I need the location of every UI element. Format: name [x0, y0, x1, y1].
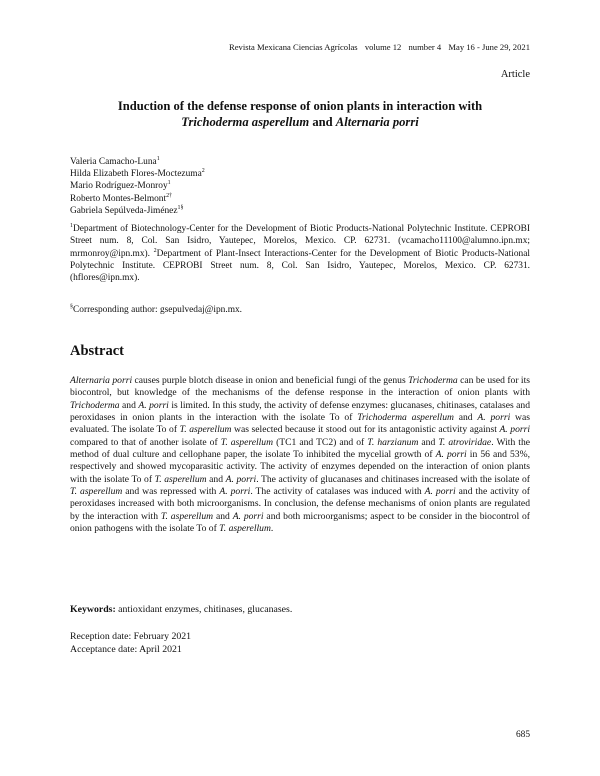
abstract-text: causes purple blotch disease in onion and beneficial fungi of the genus — [132, 375, 409, 386]
abstract-text: and the activity of peroxidases increased with both microorganisms. In conclusion, the defense mechanisms of onion plants are regulated by the interaction with — [70, 486, 530, 522]
abstract-text: and — [453, 412, 478, 424]
keywords — [70, 604, 292, 615]
abstract-text: . The activity of catalases was induced with — [250, 486, 425, 498]
affiliation-2: Department of Plant-Insect Interactions-Center for the Development of Biotic Products-National Polytechnic Institute. CEPROBI Street num. 8, Col. San Isidro, Yautepec, Morelos, Mexico. CP. 62731. (hflores@ipn.mx). — [70, 248, 530, 284]
abstract-text: and — [213, 510, 233, 522]
abstract-species-name: T. atroviridae — [438, 436, 492, 448]
abstract-text: and — [119, 399, 139, 411]
abstract-text: (TC1 and TC2) and of — [273, 436, 368, 448]
journal-number: number 4 — [408, 42, 442, 52]
abstract-species-name: T. asperellum — [220, 436, 274, 448]
abstract-species-name: Trichoderma — [70, 399, 120, 411]
article-type-label: Article — [500, 69, 530, 80]
abstract-text: compared to that of another isolate of — [70, 436, 221, 448]
article-title — [70, 98, 530, 130]
author: Hilda Elizabeth Flores-Moctezuma$^2$ — [70, 168, 205, 180]
abstract-text: was evaluated. The isolate To of — [70, 412, 530, 436]
abstract-heading: Abstract — [70, 343, 124, 359]
abstract-species-name: Trichoderma — [408, 375, 458, 386]
abstract-text: . — [270, 523, 274, 535]
author: Mario Rodríguez-Monroy$^1$ — [70, 180, 171, 192]
abstract-text: . With the method of dual culture and cellophane paper, the isolate To inhibited the mycelial growth of — [70, 436, 530, 461]
corresponding-author: §Corresponding author: gsepulvedaj@ipn.mx. — [70, 303, 243, 315]
author-list — [70, 156, 205, 217]
abstract-species-name: T. asperellum — [179, 424, 232, 436]
reception-date: Reception date: February 2021 — [70, 631, 192, 642]
title-species-2: Alternaria porri — [335, 115, 419, 129]
abstract-species-name: T. asperellum — [70, 486, 123, 498]
abstract-species-name: A. porri — [219, 486, 251, 498]
author: Roberto Montes-Belmont$^{2\dagger}$ — [70, 192, 173, 204]
abstract-body — [70, 375, 530, 535]
abstract-text: in 56 and 53%, respectively and showed mycoparasitic activity. The activity of enzymes depended on the interaction of onion plants with the isolate To of — [70, 449, 530, 485]
title-species-1: Trichoderma asperellum — [181, 115, 310, 129]
abstract-text: and — [206, 473, 226, 485]
title-line: Induction of the defense response of onion plants in interaction with — [117, 99, 483, 113]
abstract-text: and — [418, 436, 439, 448]
running-header — [224, 42, 530, 52]
abstract-species-name: A. porri — [424, 486, 456, 498]
title-and: and — [312, 115, 333, 129]
author-affiliation-mark: 1§ — [177, 204, 184, 211]
abstract-text: can be used for its biocontrol, but knowledge of the mechanisms of the defense response in the interaction of onion plants with — [70, 375, 530, 399]
journal-date: May 16 - June 29, 2021 — [448, 42, 530, 52]
author-affiliation-mark: 1 — [167, 180, 171, 187]
page-number: 685 — [515, 730, 530, 740]
abstract-text: . The activity of glucanases and chitinases increased with the isolate of — [256, 473, 530, 485]
abstract-text: was selected because it stood out for its antagonistic activity against — [231, 424, 500, 436]
abstract-species-name: A. porri — [477, 412, 511, 424]
abstract-species-name: Alternaria porri — [70, 375, 133, 386]
abstract-species-name: T. asperellum — [160, 510, 214, 522]
keywords-text: antioxidant enzymes, chitinases, glucanases. — [115, 604, 293, 615]
keywords-label: Keywords: — [70, 604, 116, 615]
author-affiliation-mark: 1 — [156, 155, 160, 162]
article-dates — [70, 631, 191, 656]
journal-volume: volume 12 — [364, 42, 402, 52]
author-affiliation-mark: 2 — [201, 168, 205, 175]
author: Gabriela Sepúlveda-Jiménez$^{1\S}$ — [70, 204, 184, 216]
abstract-text: and was repressed with — [122, 486, 220, 498]
acceptance-date: Acceptance date: April 2021 — [70, 643, 182, 655]
abstract-species-name: A. porri — [435, 449, 467, 461]
abstract-species-name: Trichoderma asperellum — [357, 412, 454, 424]
author-affiliation-mark: 2† — [166, 192, 173, 199]
abstract-species-name: A. porri — [138, 399, 169, 411]
abstract-species-name: A. porri — [225, 473, 257, 485]
affiliations: $^1$Department of Biotechnology-Center for the Development of Biotic Products-National Polytechnic Institute. CEPROBI Street num. 8, Col. San Isidro, Yautepec, Morelos, Mexico. CP. 62731. (vcamacho11100@alumno.ipn.mx; mrmonroy@ipn.mx). $^2$Department of Plant-Insect Interactions-Center for the Development of Biotic Products-National Polytechnic Institute. CEPROBI Street num. 8, Col. San Isidro, Yautepec, Morelos, Mexico. CP. 62731. (hflores@ipn.mx). — [70, 222, 530, 284]
abstract-species-name: A. porri — [232, 510, 264, 522]
abstract-text: is limited. In this study, the activity of defense enzymes: glucanases, chitinases, catalases and peroxidases in onion plants in the interaction with the isolate To of — [70, 399, 531, 424]
abstract-species-name: T. harzianum — [367, 436, 419, 448]
abstract-species-name: T. asperellum — [154, 473, 207, 485]
abstract-text: and both microorganisms; aspect to be consider in the biocontrol of onion pathogens with the isolate To of — [70, 510, 530, 535]
abstract-species-name: A. porri — [499, 424, 530, 436]
journal-name: Revista Mexicana Ciencias Agrícolas — [229, 42, 358, 52]
author: Valeria Camacho-Luna$^1$ — [70, 155, 160, 167]
abstract-species-name: T. asperellum — [219, 523, 271, 535]
affiliation-1: Department of Biotechnology-Center for the Development of Biotic Products-National Polytechnic Institute. CEPROBI Street num. 8, Col. San Isidro, Yautepec, Morelos, Mexico. CP. 62731. (vcamacho11100@alumno.ipn.mx; mrmonroy@ipn.mx). — [70, 224, 530, 259]
